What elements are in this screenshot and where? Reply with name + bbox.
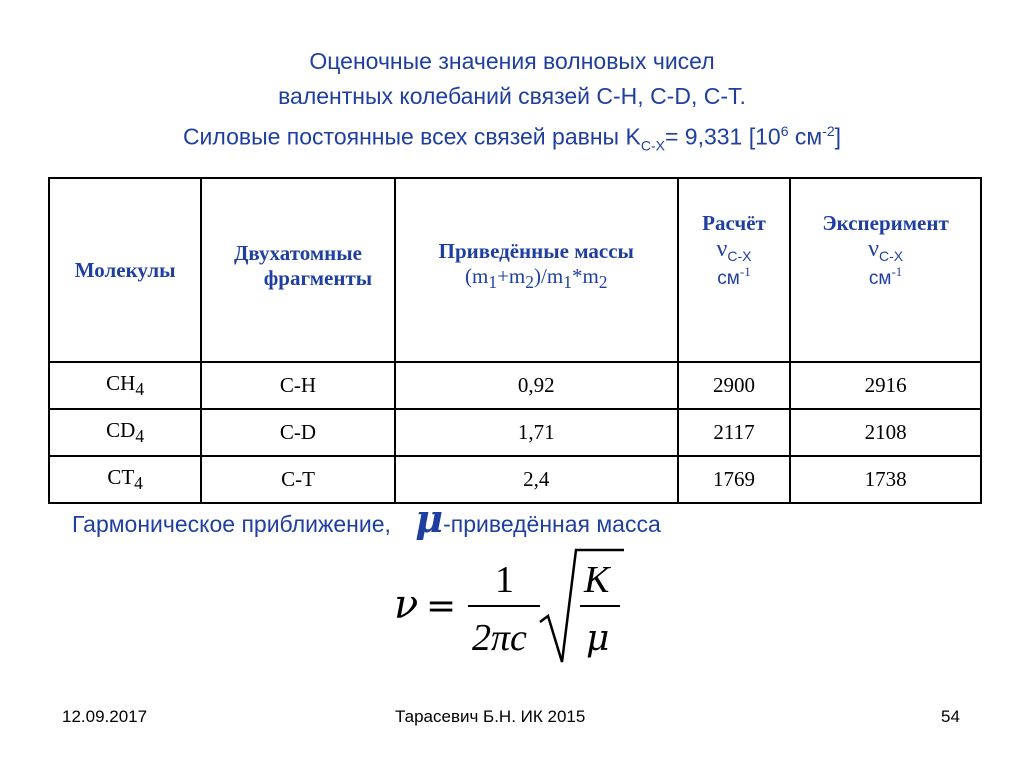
- calc-unit-sup: -1: [739, 264, 751, 280]
- calc-unit: см: [717, 268, 740, 290]
- header-reduced-mass: [395, 178, 678, 362]
- header-exp-nu: [791, 236, 980, 264]
- header-exp-unit: [791, 264, 980, 290]
- footer-page-number: 54: [941, 707, 960, 726]
- cell-exp: 1738: [790, 456, 981, 503]
- title-kcx-sub: C-X: [640, 137, 665, 154]
- header-reduced-formula: $(m_1+m_2)/m_1*m_2$: [465, 263, 608, 293]
- approx-prefix: Гармоническое приближение,: [72, 511, 391, 537]
- molecule-sub: 4: [134, 473, 143, 494]
- formula-nu: ν: [394, 582, 419, 628]
- exp-unit-sup: -1: [891, 264, 903, 280]
- title-exp-sup: 6: [780, 123, 789, 139]
- header-fragments-l2: фрагменты: [263, 266, 373, 290]
- header-calc-nu: [679, 236, 789, 264]
- table-header-row: [49, 178, 981, 362]
- molecule-sub: 4: [135, 426, 145, 447]
- mu-symbol: μ: [415, 496, 444, 541]
- cell-reduced-mass: 2,4: [395, 456, 678, 503]
- exp-nu-symbol: ν: [868, 236, 879, 262]
- title-line-3-prefix: Силовые постоянные всех связей равны K: [182, 123, 641, 150]
- exp-unit: см: [868, 268, 892, 290]
- header-calc-label: Расчёт: [702, 211, 766, 235]
- formula-equals: =: [426, 586, 457, 627]
- formula-mu: μ: [586, 618, 610, 659]
- title-line-2: валентных колебаний связей C-H, C-D, C-T.: [278, 83, 746, 109]
- harmonic-approximation-line: [72, 496, 661, 541]
- footer-date: 12.09.2017: [62, 707, 148, 726]
- wavenumber-table: [48, 177, 982, 504]
- molecule-base: CD: [106, 417, 136, 442]
- cell-exp: 2916: [790, 362, 981, 409]
- cell-calc: 2117: [678, 409, 790, 456]
- header-molecules-label: Молекулы: [74, 257, 176, 282]
- header-exp: [790, 178, 981, 362]
- calc-nu-sub: C-X: [727, 248, 752, 265]
- molecule-base: CT: [107, 464, 135, 489]
- title-unit-sup: -2: [822, 123, 835, 139]
- header-reduced-l1: Приведённые массы: [438, 238, 634, 263]
- cell-fragment: C-H: [201, 362, 394, 409]
- calc-nu-symbol: ν: [716, 236, 728, 262]
- title-line-3-mid: = 9,331 [10: [664, 123, 781, 150]
- header-calc: [678, 178, 790, 362]
- formula-denominator: 2πc: [472, 617, 527, 659]
- cell-fragment: C-D: [201, 409, 394, 456]
- header-calc-unit: [679, 264, 789, 290]
- formula-numerator: 1: [495, 559, 514, 601]
- slide-title: [0, 44, 1024, 163]
- table-row: [49, 409, 981, 456]
- formula-k: K: [584, 559, 610, 601]
- cell-exp: 2108: [790, 409, 981, 456]
- cell-reduced-mass: 0,92: [395, 362, 678, 409]
- molecule-sub: 4: [135, 379, 145, 400]
- header-molecules: [49, 178, 201, 362]
- exp-nu-sub: C-X: [878, 248, 904, 265]
- footer-author: Тарасевич Б.Н. ИК 2015: [395, 707, 586, 726]
- cell-reduced-mass: 1,71: [395, 409, 678, 456]
- frequency-formula: [380, 540, 660, 680]
- title-line-1: Оценочные значения волновых чисел: [309, 48, 715, 74]
- approx-suffix: -приведённая масса: [443, 511, 661, 537]
- title-line-3-end: ]: [834, 123, 842, 150]
- molecule-base: CH: [106, 370, 136, 395]
- cell-molecule: [49, 409, 201, 456]
- title-line-3-unit: см: [788, 123, 823, 150]
- header-exp-label: Эксперимент: [822, 211, 949, 235]
- header-fragments: [201, 178, 394, 362]
- cell-calc: 2900: [678, 362, 790, 409]
- table-row: [49, 362, 981, 409]
- header-fragments-l1: Двухатомные: [233, 241, 362, 265]
- title-line-3: [0, 114, 1024, 163]
- cell-fragment: C-T: [201, 456, 394, 503]
- cell-molecule: [49, 362, 201, 409]
- cell-calc: 1769: [678, 456, 790, 503]
